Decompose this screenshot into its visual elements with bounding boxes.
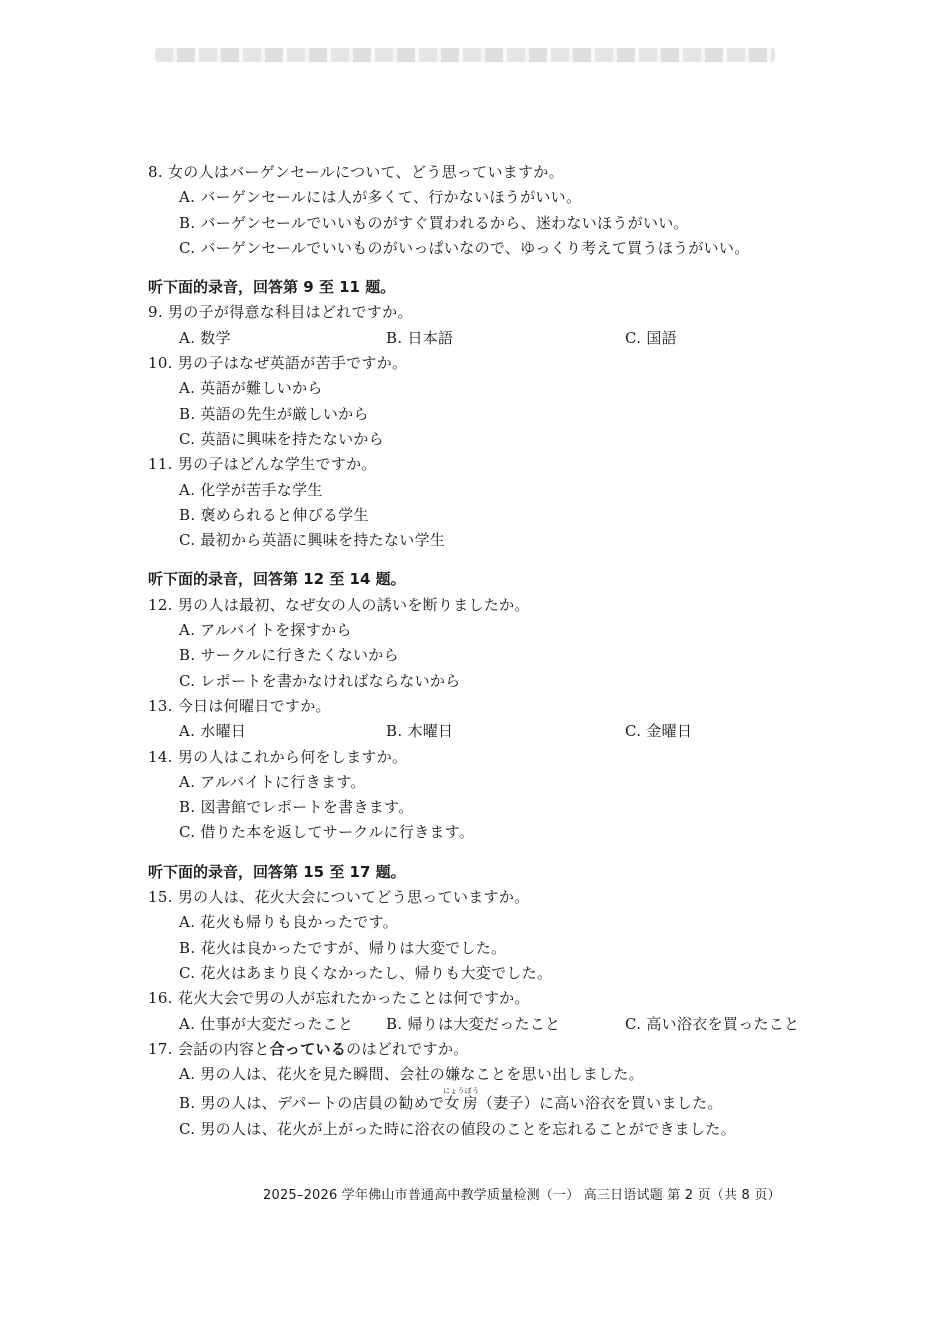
option-b: B. 褒められると伸びる学生	[179, 505, 369, 524]
question-stem: 8. 女の人はバーゲンセールについて、どう思っていますか。	[148, 163, 564, 181]
option-b: B. バーゲンセールでいいものがすぐ買われるから、迷わないほうがいい。	[179, 213, 689, 232]
option-b: B. 英語の先生が厳しいから	[179, 404, 369, 423]
option-c: C. 借りた本を返してサークルに行きます。	[179, 823, 475, 842]
stem-emphasis: 合っている	[269, 1039, 347, 1058]
question-stem: 9. 男の子が得意な科目はどれですか。	[148, 303, 413, 322]
option-a: A. バーゲンセールには人が多くて、行かないほうがいい。	[179, 188, 582, 207]
bleed-through-text	[155, 48, 775, 62]
option-b: B. 日本語	[386, 328, 454, 347]
option-a: A. 化学が苦手な学生	[179, 480, 323, 499]
question-stem: 13. 今日は何曜日ですか。	[148, 696, 331, 715]
option-a: A. 英語が難しいから	[179, 379, 323, 398]
section-heading-15-17: 听下面的录音，回答第 15 至 17 题。	[148, 862, 406, 881]
option-c: C. 花火はあまり良くなかったし、帰りも大変でした。	[179, 963, 553, 982]
question-stem: 14. 男の人はこれから何をしますか。	[148, 747, 408, 766]
stem-suffix: のはどれですか。	[346, 1039, 469, 1058]
question-8	[148, 160, 848, 261]
option-b: B. 木曜日	[386, 722, 454, 741]
option-b: B. 図書館でレポートを書きます。	[179, 798, 414, 817]
option-b	[148, 1087, 848, 1116]
option-c: C. 最初から英語に興味を持たない学生	[179, 531, 446, 550]
question-stem: 10. 男の子はなぜ英語が苦手ですか。	[148, 354, 408, 373]
question-stem: 16. 花火大会で男の人が忘れたかったことは何ですか。	[148, 989, 530, 1008]
option-c: C. 高い浴衣を買ったこと	[625, 1014, 800, 1033]
option-b: B. 帰りは大変だったこと	[386, 1014, 561, 1033]
option-c: C. 国語	[625, 328, 677, 347]
option-a: A. 花火も帰りも良かったです。	[179, 913, 398, 932]
furigana-word	[442, 1087, 480, 1113]
option-a: A. 仕事が大変だったこと	[179, 1014, 354, 1033]
question-14	[148, 745, 848, 846]
option-b-prefix: B. 男の人は、デパートの店員の勧めで	[179, 1094, 445, 1113]
question-stem: 12. 男の人は最初、なぜ女の人の誘いを断りましたか。	[148, 595, 530, 614]
question-stem: 15. 男の人は、花火大会についてどう思っていますか。	[148, 888, 530, 907]
stem-prefix: 17. 会話の内容と	[148, 1039, 270, 1058]
question-11	[148, 452, 848, 553]
section-heading-9-11: 听下面的录音，回答第 9 至 11 题。	[148, 278, 396, 297]
option-a: A. 水曜日	[179, 722, 247, 741]
page-footer: 2025–2026 学年佛山市普通高中教学质量检测（一） 高三日语试题 第 2 页（共 8 页）	[263, 1188, 781, 1203]
question-12	[148, 593, 848, 694]
option-b: B. 花火は良かったですが、帰りは大変でした。	[179, 938, 507, 957]
option-a: A. アルバイトを探すから	[179, 621, 352, 640]
question-15	[148, 885, 848, 986]
option-b-suffix: （妻子）に高い浴衣を買いました。	[477, 1094, 723, 1113]
option-c: C. 金曜日	[625, 722, 693, 741]
question-9	[148, 300, 848, 351]
question-stem: 11. 男の子はどんな学生ですか。	[148, 455, 377, 474]
question-13	[148, 694, 848, 745]
option-c: C. 男の人は、花火が上がった時に浴衣の値段のことを忘れることができました。	[179, 1119, 736, 1138]
ruby-reading: にょうぼう	[442, 1087, 480, 1096]
section-heading-12-14: 听下面的录音，回答第 12 至 14 题。	[148, 570, 406, 589]
option-c: C. バーゲンセールでいいものがいっぱいなので、ゆっくり考えて買うほうがいい。	[179, 238, 750, 257]
question-17	[148, 1037, 848, 1142]
question-stem	[148, 1037, 848, 1062]
ruby-base: 女房	[442, 1094, 480, 1113]
question-16	[148, 986, 848, 1037]
option-c: C. レポートを書かなければならないから	[179, 671, 461, 690]
option-b: B. サークルに行きたくないから	[179, 646, 399, 665]
question-10	[148, 351, 848, 452]
option-a: A. 数学	[179, 328, 231, 347]
exam-page	[148, 160, 848, 1142]
option-a: A. アルバイトに行きます。	[179, 772, 366, 791]
option-c: C. 英語に興味を持たないから	[179, 429, 384, 448]
option-a: A. 男の人は、花火を見た瞬間、会社の嫌なことを思い出しました。	[179, 1065, 644, 1084]
